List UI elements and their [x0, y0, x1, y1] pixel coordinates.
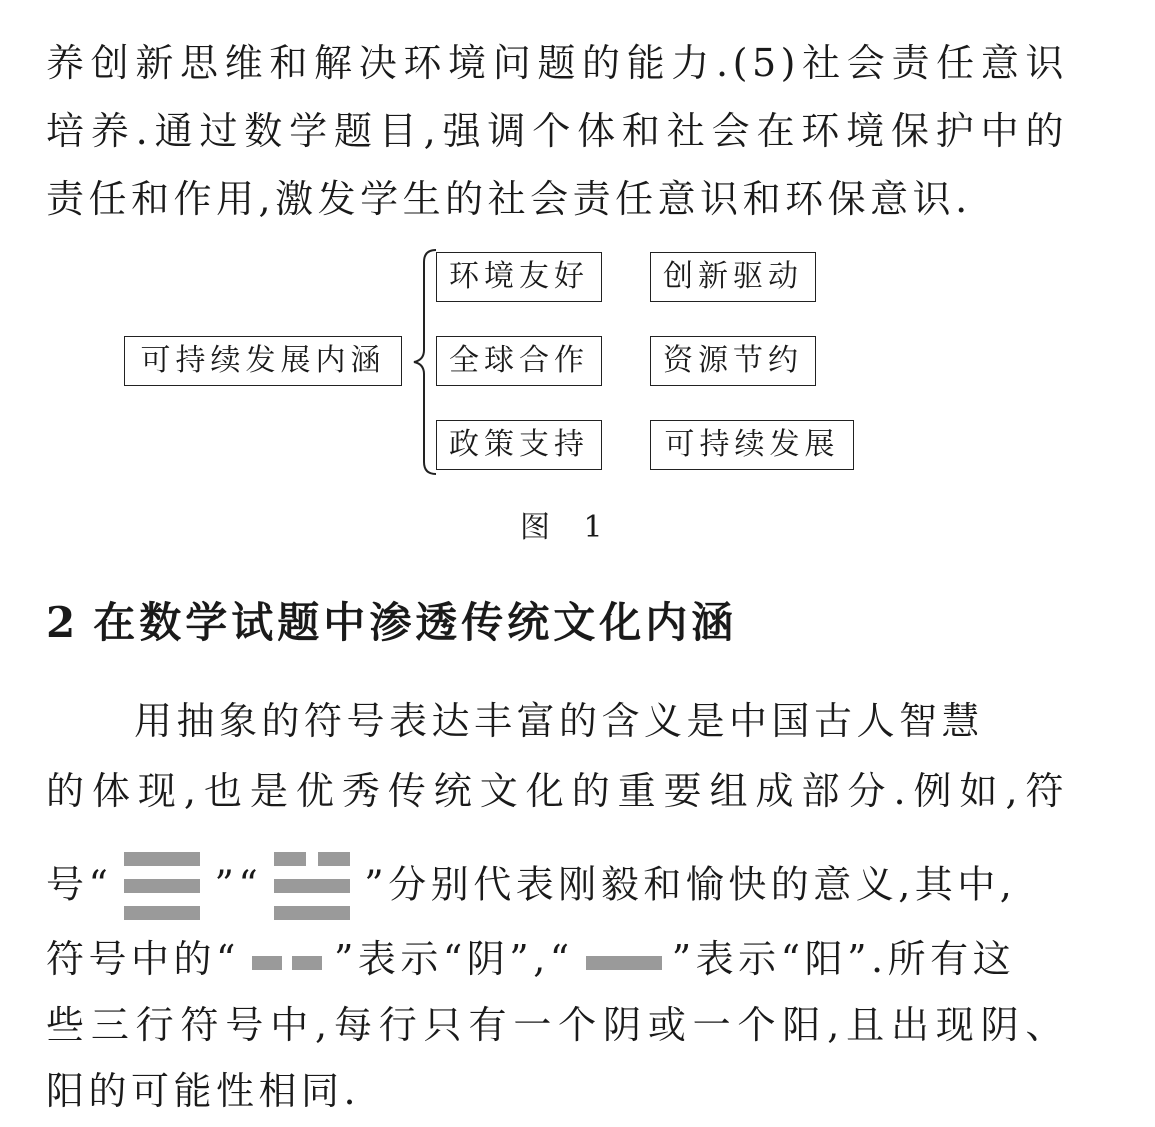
diagram-item-right-1: 创新驱动: [650, 252, 816, 302]
section-heading: [46, 596, 737, 650]
yin-line-icon: [244, 954, 330, 972]
text-line: 培养.通过数学题目,强调个体和社会在环境保护中的: [46, 109, 1068, 153]
yang-line-icon: [578, 954, 668, 972]
text-fragment: ”分别代表刚毅和愉快的意义,其中,: [364, 862, 1017, 907]
diagram-item-right-3: 可持续发展: [650, 420, 854, 470]
diagram-item-left-1: 环境友好: [436, 252, 602, 302]
diagram-item-right-2: 资源节约: [650, 336, 816, 386]
text-line: 责任和作用,激发学生的社会责任意识和环保意识.: [46, 177, 972, 221]
text-fragment: ”表示“阳”.所有这: [671, 937, 1016, 981]
trigram-joyful-icon: [268, 850, 358, 926]
section-number: 2: [46, 598, 80, 647]
text-line: 的体现,也是优秀传统文化的重要组成部分.例如,符: [46, 769, 1068, 813]
text-line: 用抽象的符号表达丰富的含义是中国古人智慧: [134, 699, 985, 743]
text-fragment: ”表示“阴”,“: [333, 937, 574, 981]
text-line: 阳的可能性相同.: [46, 1069, 361, 1113]
text-fragment: 号“: [46, 862, 113, 907]
text-fragment: ”“: [214, 862, 263, 907]
section-title: 在数学试题中渗透传统文化内涵: [93, 598, 738, 647]
text-line-with-symbols: [46, 936, 1015, 982]
trigram-strong-icon: [118, 850, 208, 926]
brace: [400, 246, 440, 478]
text-line: 养创新思维和解决环境问题的能力.(5)社会责任意识: [46, 41, 1068, 85]
diagram-root-box: 可持续发展内涵: [124, 336, 402, 386]
text-line-with-symbols: [46, 850, 1016, 926]
figure-caption: 图 1: [520, 510, 615, 545]
diagram-item-left-3: 政策支持: [436, 420, 602, 470]
diagram-item-left-2: 全球合作: [436, 336, 602, 386]
concept-diagram: [0, 0, 1155, 560]
text-line: 些三行符号中,每行只有一个阴或一个阳,且出现阴、: [46, 1003, 1068, 1047]
text-fragment: 符号中的“: [46, 937, 240, 981]
